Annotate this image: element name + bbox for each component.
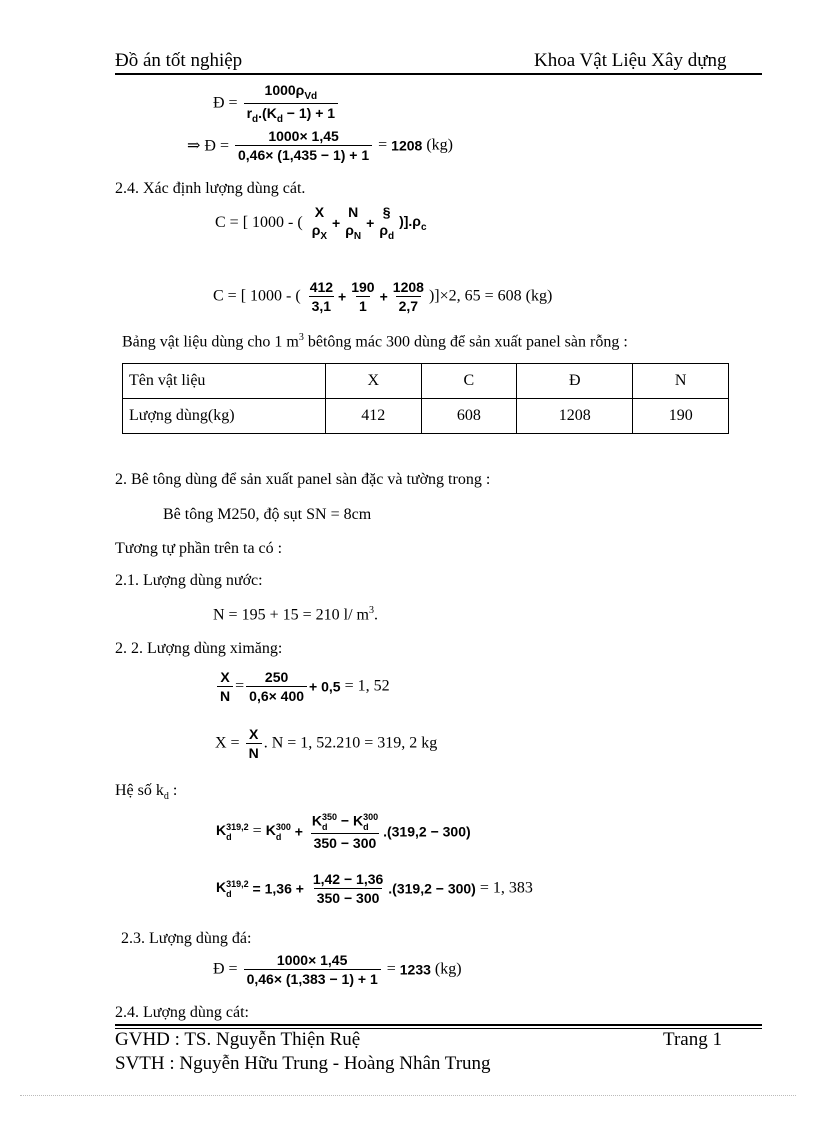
eq-d-result: ⇒ Đ = $\frac{1000\times 1,45}{0,46\times (1,435 - 1) + 1}$ = 1208 (kg)	[187, 128, 453, 163]
table-header-cell: X	[326, 364, 422, 399]
section-2-spec: Bê tông M250, độ sụt SN = 8cm	[163, 506, 372, 523]
eq-c-result: C = [ 1000 - ( $\frac{412}{3,1}$ + $\frac{190}{1}$ + $\frac{1208}{2,7}$ )]×2, 65 = 608 (kg)	[213, 279, 553, 314]
section-2-intro: Tương tự phần trên ta có :	[115, 540, 283, 557]
table-header-cell: N	[633, 364, 729, 399]
table-cell: 1208	[517, 399, 633, 434]
section-2-4-heading: 2.4. Xác định lượng dùng cát.	[115, 180, 306, 197]
eq-kd-formula: K 319,2 d = K 300 d + K 350 d − K 300 d 350 − 300 .(319,2 − 300)	[216, 812, 471, 851]
header-right: Khoa Vật Liệu Xây dựng	[534, 50, 727, 71]
eq-c-formula: C = [ 1000 - ( X $\rho_X$ + N $\rho_N$ + § $\rho_d$ )]$.\rho_c$	[215, 204, 427, 242]
table-row	[123, 399, 729, 434]
header-rule	[115, 73, 762, 75]
table-cell: 190	[633, 399, 729, 434]
material-table	[122, 363, 729, 434]
eq-kd-result: K 319,2 d = 1,36 + $\frac{1,42 - 1,36}{350 - 300}$ .(319,2 − 300) = 1, 383	[216, 871, 533, 906]
kd-label: Hệ số $k_d$ :	[115, 782, 178, 803]
footer-gvhd: GVHD : TS. Nguyễn Thiện Ruệ	[115, 1029, 361, 1050]
footer-svth: SVTH : Nguyễn Hữu Trung - Hoàng Nhân Trung	[115, 1053, 491, 1074]
footer-page-number: Trang 1	[663, 1029, 722, 1050]
eq-xn: $\frac{X}{N}$ = $\frac{250}{0,6\times 400}$ + 0,5 = 1, 52	[215, 669, 390, 704]
table-cell: 608	[421, 399, 517, 434]
section-2-2-heading: 2. 2. Lượng dùng ximăng:	[115, 640, 283, 657]
table-cell: 412	[326, 399, 422, 434]
eq-x: X = $\frac{X}{N}$ . N = 1, 52.210 = 319, 2 kg	[215, 726, 438, 761]
section-2-3-heading: 2.3. Lượng dùng đá:	[121, 930, 252, 947]
table-caption: Bảng vật liệu dùng cho 1 $m^3$ bêtông mác 300 dùng để sản xuất panel sàn rỗng :	[122, 332, 628, 351]
section-2-4-b-heading: 2.4. Lượng dùng cát:	[115, 1004, 249, 1021]
page-bottom-edge	[20, 1095, 796, 1096]
table-header-row	[123, 364, 729, 399]
eq-n: N = 195 + 15 = 210 l/ $m^3$.	[213, 605, 378, 624]
table-header-cell: Tên vật liệu	[123, 364, 326, 399]
section-2-1-heading: 2.1. Lượng dùng nước:	[115, 572, 263, 589]
eq-d2: Đ = $\frac{1000\times 1,45}{0,46\times (1,383 - 1) + 1}$ = 1233 (kg)	[213, 952, 462, 987]
table-header-cell: Đ	[517, 364, 633, 399]
section-2-heading: 2. Bê tông dùng để sản xuất panel sàn đặc và tường trong :	[115, 471, 491, 488]
footer-rule-top	[115, 1024, 762, 1026]
eq-d-formula: Đ = $\frac{1000\rho_{Vd}}{r_d.(K_d - 1) + 1}$	[213, 82, 340, 125]
table-header-cell: C	[421, 364, 517, 399]
table-cell: Lượng dùng(kg)	[123, 399, 326, 434]
header-left: Đồ án tốt nghiệp	[115, 50, 243, 71]
